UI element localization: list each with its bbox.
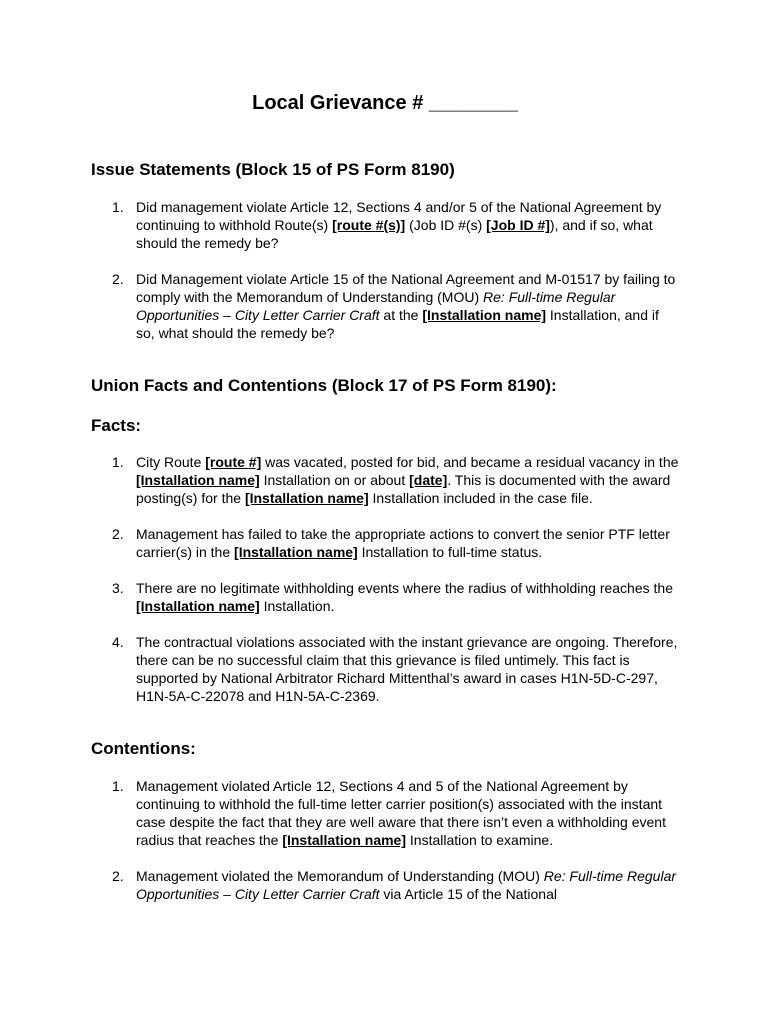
list-item: 2. Management violated the Memorandum of Understanding (MOU) Re: Full-time Regular Opportunities – City Letter Carrier Craft via Article 15 of the National [112, 868, 677, 902]
list-item: 1. Management violated Article 12, Sections 4 and 5 of the National Agreement by continuing to withhold the full-time letter carrier position(s) associated with the instant case despite the fact that they are well aware that there isn’t even a withholding event radius that reaches the [Installation name] Installation to examine. [112, 778, 666, 848]
list-item: 3. There are no legitimate withholding events where the radius of withholding reaches the [Installation name] Installation. [112, 580, 673, 614]
issue-list [91, 198, 681, 360]
facts-heading: Facts: [91, 416, 142, 435]
list-item: 1. City Route [route #] was vacated, posted for bid, and became a residual vacancy in the [Installation name] Installation on or about [date]. This is documented with the award posting(s) for the [Installation name] Installation included in the case file. [112, 454, 679, 506]
union-facts-heading: Union Facts and Contentions (Block 17 of PS Form 8190): [91, 376, 557, 395]
contentions-list [91, 777, 681, 921]
list-item: 4. The contractual violations associated with the instant grievance are ongoing. Therefore, there can be no successful claim that this grievance is filed untimely. This fact is supported by National Arbitrator Richard Mittenthal’s award in cases H1N-5D-C-297, H1N-5A-C-22078 and H1N-5A-C-2369. [112, 634, 678, 704]
contentions-heading: Contentions: [91, 739, 196, 758]
placeholder-route: [route #(s)] [332, 217, 406, 233]
issue-statements-heading: Issue Statements (Block 15 of PS Form 8190) [91, 160, 455, 179]
list-item: 2. Did Management violate Article 15 of the National Agreement and M-01517 by failing to comply with the Memorandum of Understanding (MOU) Re: Full-time Regular Opportunities – City Letter Carrier Craft at the [Installation name] Installation, and if so, what should the remedy be? [112, 271, 676, 341]
facts-list [91, 453, 681, 723]
placeholder-installation: [Installation name] [422, 307, 547, 323]
list-item: 2. Management has failed to take the appropriate actions to convert the senior PTF letter carrier(s) in the [Installation name] Installation to full-time status. [112, 526, 670, 560]
page-title: Local Grievance # ________ [252, 92, 518, 114]
placeholder-job-id: [Job ID #] [486, 217, 550, 233]
list-item: 1. Did management violate Article 12, Sections 4 and/or 5 of the National Agreement by continuing to withhold Route(s) [route #(s)] (Job ID #(s) [Job ID #]), and if so, what should the remedy be? [112, 199, 662, 251]
